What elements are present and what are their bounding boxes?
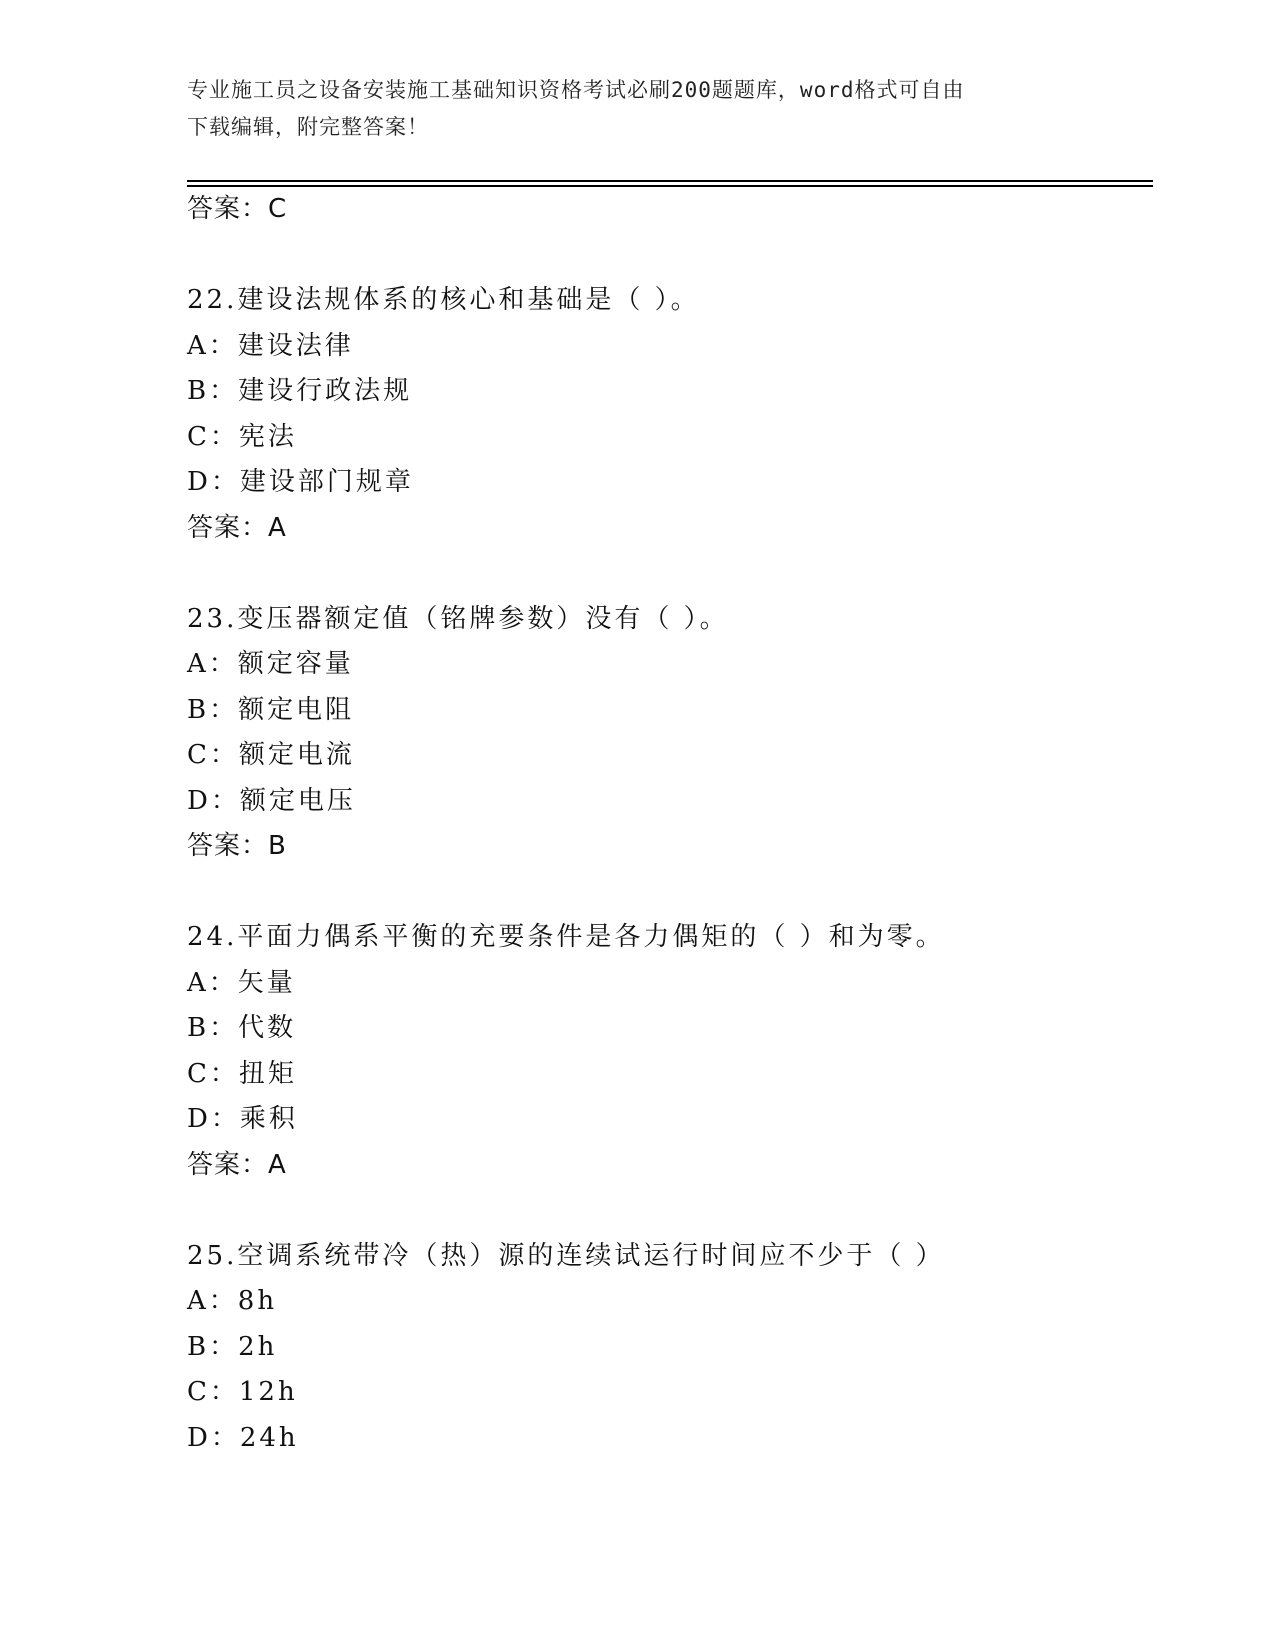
option-d: D：24h xyxy=(187,1422,299,1453)
answer: 答案：A xyxy=(187,1149,287,1180)
answer: 答案：B xyxy=(187,831,287,861)
question-stem: 24.平面力偶系平衡的充要条件是各力偶矩的（ ）和为零。 xyxy=(187,922,945,952)
option-d: D：建设部门规章 xyxy=(187,467,414,497)
previous-answer: 答案：C xyxy=(187,194,288,224)
option-b: B：代数 xyxy=(187,1013,297,1043)
option-a: A：建设法律 xyxy=(187,330,354,361)
header-divider-top xyxy=(187,180,1153,182)
header-line-2: 下载编辑，附完整答案！ xyxy=(187,115,429,139)
question-list xyxy=(187,187,1147,1461)
answer: 答案：A xyxy=(187,512,287,543)
spacer xyxy=(187,551,1147,597)
question-23 xyxy=(187,597,1147,870)
question-24 xyxy=(187,915,1147,1188)
question-25 xyxy=(187,1234,1147,1462)
option-b: B：建设行政法规 xyxy=(187,376,413,406)
spacer xyxy=(187,870,1147,916)
question-stem: 25.空调系统带冷（热）源的连续试运行时间应不少于（ ） xyxy=(187,1240,945,1271)
option-c: C：12h xyxy=(187,1377,298,1407)
option-c: C：扭矩 xyxy=(187,1058,297,1089)
spacer xyxy=(187,233,1147,279)
question-stem: 22.建设法规体系的核心和基础是（ ）。 xyxy=(187,285,700,315)
option-a: A：8h xyxy=(187,1286,278,1316)
option-b: B：额定电阻 xyxy=(187,694,355,725)
spacer xyxy=(187,1188,1147,1234)
question-stem: 23.变压器额定值（铭牌参数）没有（ ）。 xyxy=(187,603,729,634)
option-c: C：宪法 xyxy=(187,421,297,452)
header-line-1: 专业施工员之设备安装施工基础知识资格考试必刷200题题库，word格式可自由 xyxy=(187,78,965,102)
document-header xyxy=(187,72,1067,146)
option-a: A：额定容量 xyxy=(187,649,354,679)
option-d: D：额定电压 xyxy=(187,785,356,816)
question-22 xyxy=(187,278,1147,551)
option-d: D：乘积 xyxy=(187,1104,298,1134)
option-b: B：2h xyxy=(187,1331,278,1362)
option-a: A：矢量 xyxy=(187,967,296,998)
option-c: C：额定电流 xyxy=(187,740,355,770)
